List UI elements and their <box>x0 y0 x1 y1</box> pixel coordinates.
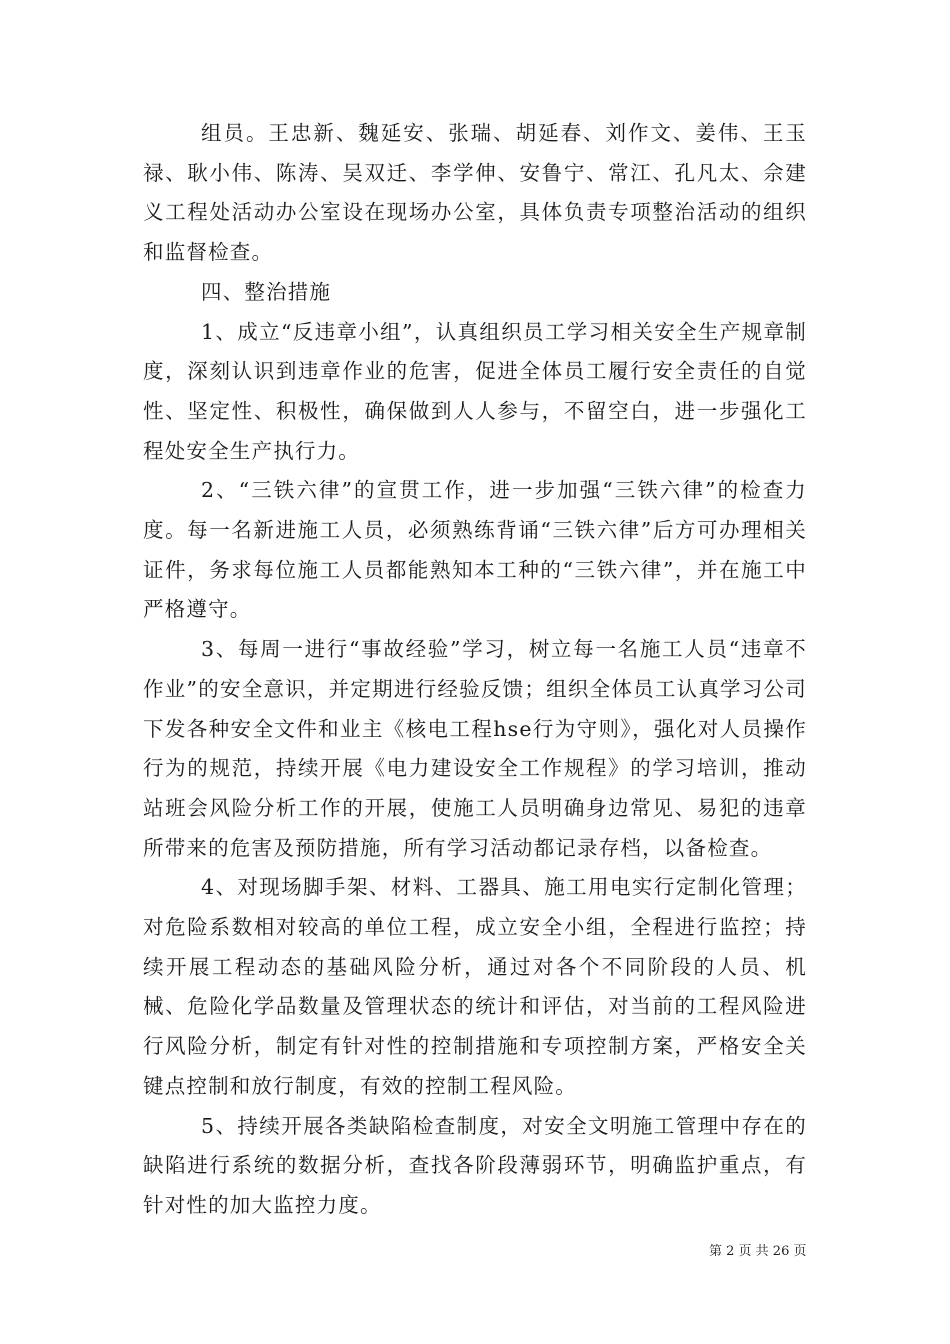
paragraph-measure-2: 2、“三铁六律”的宣贯工作，进一步加强“三铁六律”的检查力度。每一名新进施工人员，必须熟练背诵“三铁六律”后方可办理相关证件，务求每位施工人员都能熟知本工种的“三铁六律”，并在施工中严格遵守。 <box>143 478 807 622</box>
document-body <box>143 114 807 1226</box>
paragraph-members: 组员。王忠新、魏延安、张瑞、胡延春、刘作文、姜伟、王玉禄、耿小伟、陈涛、吴双迁、李学伸、安鲁宁、常江、孔凡太、佘建义工程处活动办公室设在现场办公室，具体负责专项整治活动的组织和监督检查。 <box>143 121 807 265</box>
paragraph-measure-4: 4、对现场脚手架、材料、工器具、施工用电实行定制化管理；对危险系数相对较高的单位工程，成立安全小组，全程进行监控；持续开展工程动态的基础风险分析，通过对各个不同阶段的人员、机械、危险化学品数量及管理状态的统计和评估，对当前的工程风险进行风险分析，制定有针对性的控制措施和专项控制方案，严格安全关键点控制和放行制度，有效的控制工程风险。 <box>143 875 807 1098</box>
paragraph-measure-3: 3、每周一进行“事故经验”学习，树立每一名施工人员“违章不作业”的安全意识，并定期进行经验反馈；组织全体员工认真学习公司下发各种安全文件和业主《核电工程hse行为守则》，强化对人员操作行为的规范，持续开展《电力建设安全工作规程》的学习培训，推动站班会风险分析工作的开展，使施工人员明确身边常见、易犯的违章所带来的危害及预防措施，所有学习活动都记录存档，以备检查。 <box>143 637 807 860</box>
page-number-footer: 第 2 页 共 26 页 <box>709 1244 807 1259</box>
paragraph-measure-5: 5、持续开展各类缺陷检查制度，对安全文明施工管理中存在的缺陷进行系统的数据分析，查找各阶段薄弱环节，明确监护重点，有针对性的加大监控力度。 <box>143 1113 807 1217</box>
section-heading: 四、整治措施 <box>201 279 332 304</box>
paragraph-measure-1: 1、成立“反违章小组”，认真组织员工学习相关安全生产规章制度，深刻认识到违章作业的危害，促进全体员工履行安全责任的自觉性、坚定性、积极性，确保做到人人参与，不留空白，进一步强化工程处安全生产执行力。 <box>143 319 807 463</box>
